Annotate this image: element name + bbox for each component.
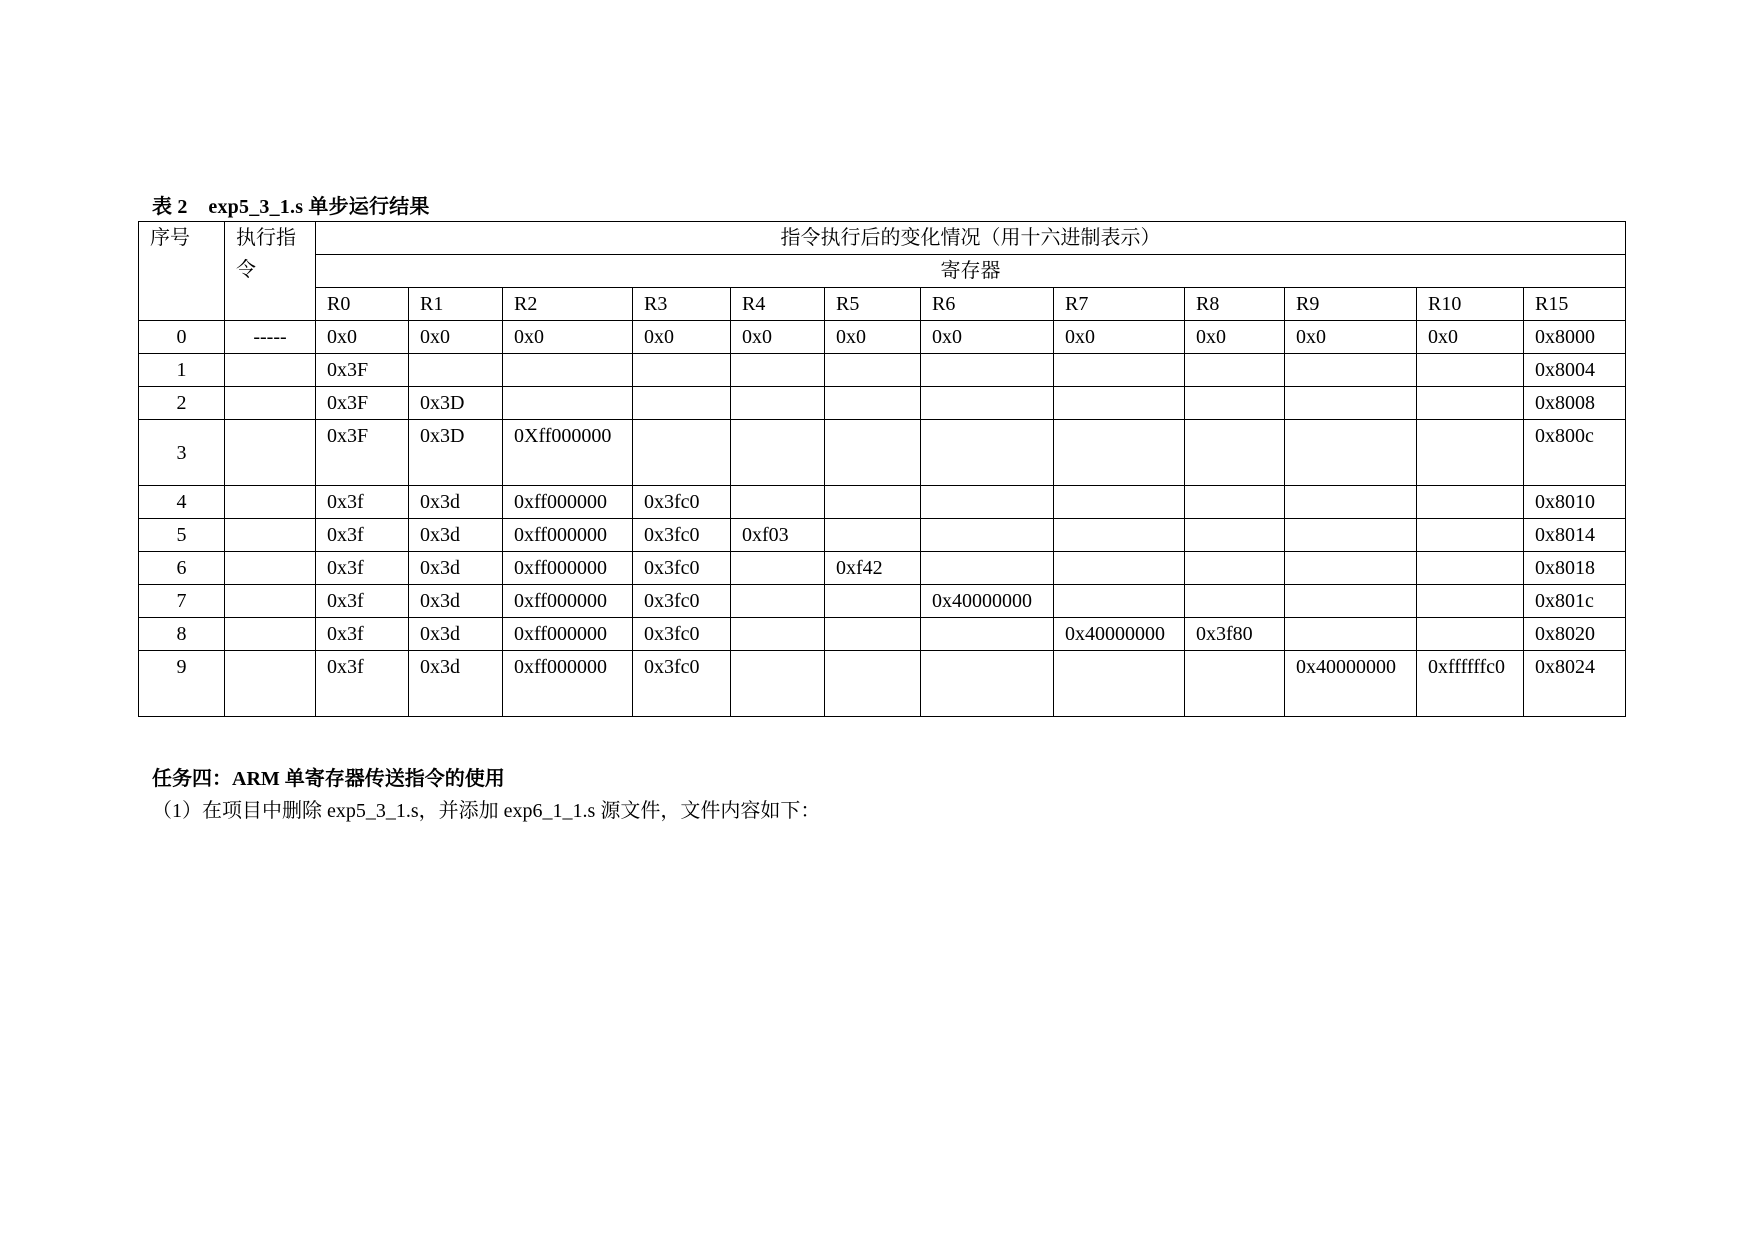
instr-cell [225,420,316,486]
register-value-r9 [1285,585,1417,618]
seq-cell: 2 [139,387,225,420]
register-value-r0: 0x3F [316,354,409,387]
register-value-r1: 0x0 [409,321,503,354]
step-text: （1）在项目中删除 exp5_3_1.s，并添加 exp6_1_1.s 源文件，文件内容如下： [152,800,821,822]
register-value-r15: 0x8008 [1524,387,1626,420]
register-value-r9 [1285,618,1417,651]
register-value-r8 [1185,651,1285,717]
register-value-r1: 0x3d [409,519,503,552]
register-value-r7 [1054,651,1185,717]
register-value-r0: 0x0 [316,321,409,354]
register-value-r0: 0x3f [316,585,409,618]
header-row-2 [139,255,1626,288]
register-value-r6: 0x0 [921,321,1054,354]
register-value-r8 [1185,519,1285,552]
register-value-r7 [1054,486,1185,519]
instr-cell [225,519,316,552]
register-value-r10: 0x0 [1417,321,1524,354]
register-value-r7 [1054,387,1185,420]
instr-cell [225,354,316,387]
register-value-r1: 0x3d [409,486,503,519]
register-value-r2: 0xff000000 [503,651,633,717]
table-row [139,387,1626,420]
register-value-r5 [825,354,921,387]
register-value-r5 [825,585,921,618]
register-value-r10 [1417,387,1524,420]
register-header-r10: R10 [1417,288,1524,321]
register-value-r5 [825,420,921,486]
table-row [139,552,1626,585]
seq-cell: 9 [139,651,225,717]
register-value-r10 [1417,354,1524,387]
register-header-r6: R6 [921,288,1054,321]
header-row-registers [139,288,1626,321]
register-value-r2: 0xff000000 [503,519,633,552]
register-value-r8 [1185,552,1285,585]
seq-cell: 7 [139,585,225,618]
register-value-r3 [633,354,731,387]
header-row-1 [139,222,1626,255]
register-value-r10 [1417,552,1524,585]
register-value-r3: 0x0 [633,321,731,354]
register-value-r0: 0x3F [316,420,409,486]
register-value-r8 [1185,486,1285,519]
register-value-r3: 0x3fc0 [633,618,731,651]
register-header-r8: R8 [1185,288,1285,321]
register-value-r1: 0x3d [409,585,503,618]
register-value-r9 [1285,519,1417,552]
register-value-r2 [503,354,633,387]
register-value-r1: 0x3D [409,387,503,420]
register-value-r7: 0x40000000 [1054,618,1185,651]
register-value-r9 [1285,552,1417,585]
register-value-r8 [1185,585,1285,618]
register-value-r2: 0xff000000 [503,486,633,519]
register-value-r1: 0x3d [409,651,503,717]
register-value-r0: 0x3f [316,552,409,585]
instr-cell [225,651,316,717]
register-value-r10 [1417,519,1524,552]
task-title: 任务四：ARM 单寄存器传送指令的使用 [152,768,505,790]
register-value-r2: 0xff000000 [503,552,633,585]
register-value-r3 [633,420,731,486]
register-value-r0: 0x3f [316,651,409,717]
register-value-r7 [1054,354,1185,387]
register-value-r3: 0x3fc0 [633,552,731,585]
table-row [139,321,1626,354]
seq-cell: 8 [139,618,225,651]
register-value-r4: 0xf03 [731,519,825,552]
register-value-r8 [1185,354,1285,387]
table-row [139,651,1626,717]
register-value-r5 [825,618,921,651]
table-row [139,486,1626,519]
register-value-r9: 0x0 [1285,321,1417,354]
register-header-r15: R15 [1524,288,1626,321]
register-value-r7 [1054,585,1185,618]
register-value-r0: 0x3f [316,519,409,552]
register-value-r9 [1285,420,1417,486]
register-header-r2: R2 [503,288,633,321]
register-value-r9 [1285,387,1417,420]
seq-cell: 3 [139,420,225,486]
table-row [139,585,1626,618]
register-value-r9 [1285,486,1417,519]
instr-cell [225,486,316,519]
header-change: 指令执行后的变化情况（用十六进制表示） [316,222,1626,255]
table-body [139,222,1626,717]
register-value-r2: 0xff000000 [503,585,633,618]
register-value-r10 [1417,618,1524,651]
instr-cell [225,618,316,651]
register-value-r2: 0Xff000000 [503,420,633,486]
register-value-r3 [633,387,731,420]
table-caption: 表 2 exp5_3_1.s 单步运行结果 [152,196,430,218]
register-value-r15: 0x8024 [1524,651,1626,717]
register-value-r4 [731,618,825,651]
register-value-r0: 0x3f [316,486,409,519]
register-value-r3: 0x3fc0 [633,651,731,717]
register-value-r9 [1285,354,1417,387]
instr-cell [225,552,316,585]
seq-cell: 5 [139,519,225,552]
table-row [139,354,1626,387]
header-instr: 执行指令 [225,222,316,321]
register-value-r4 [731,354,825,387]
register-value-r8 [1185,420,1285,486]
register-header-r5: R5 [825,288,921,321]
register-value-r7: 0x0 [1054,321,1185,354]
register-header-r4: R4 [731,288,825,321]
register-value-r9: 0x40000000 [1285,651,1417,717]
seq-cell: 0 [139,321,225,354]
instr-cell [225,387,316,420]
register-value-r7 [1054,519,1185,552]
register-header-r1: R1 [409,288,503,321]
table-row [139,519,1626,552]
register-value-r6 [921,519,1054,552]
register-value-r4: 0x0 [731,321,825,354]
seq-cell: 6 [139,552,225,585]
register-value-r6 [921,651,1054,717]
register-value-r10 [1417,486,1524,519]
register-table [138,221,1626,717]
register-value-r6 [921,618,1054,651]
register-header-r0: R0 [316,288,409,321]
register-value-r5 [825,519,921,552]
register-value-r3: 0x3fc0 [633,519,731,552]
register-value-r1: 0x3d [409,618,503,651]
register-header-r7: R7 [1054,288,1185,321]
register-value-r15: 0x8000 [1524,321,1626,354]
register-value-r10 [1417,585,1524,618]
register-value-r4 [731,552,825,585]
register-value-r10: 0xffffffc0 [1417,651,1524,717]
register-value-r6: 0x40000000 [921,585,1054,618]
register-value-r5 [825,387,921,420]
register-value-r2: 0x0 [503,321,633,354]
register-value-r8 [1185,387,1285,420]
register-value-r15: 0x8014 [1524,519,1626,552]
register-value-r4 [731,387,825,420]
register-value-r7 [1054,420,1185,486]
register-value-r5 [825,651,921,717]
table-row [139,420,1626,486]
register-value-r6 [921,354,1054,387]
register-value-r6 [921,420,1054,486]
register-value-r0: 0x3f [316,618,409,651]
register-value-r8: 0x0 [1185,321,1285,354]
register-value-r7 [1054,552,1185,585]
register-value-r2: 0xff000000 [503,618,633,651]
instr-cell [225,585,316,618]
register-value-r5 [825,486,921,519]
register-value-r3: 0x3fc0 [633,585,731,618]
register-value-r15: 0x801c [1524,585,1626,618]
header-seq: 序号 [139,222,225,321]
register-value-r0: 0x3F [316,387,409,420]
register-header-r9: R9 [1285,288,1417,321]
register-value-r4 [731,651,825,717]
register-value-r15: 0x8010 [1524,486,1626,519]
register-value-r10 [1417,420,1524,486]
register-value-r1: 0x3D [409,420,503,486]
register-value-r15: 0x8020 [1524,618,1626,651]
register-value-r4 [731,486,825,519]
register-value-r6 [921,486,1054,519]
register-header-r3: R3 [633,288,731,321]
header-registers: 寄存器 [316,255,1626,288]
register-value-r1 [409,354,503,387]
register-value-r8: 0x3f80 [1185,618,1285,651]
seq-cell: 4 [139,486,225,519]
register-value-r3: 0x3fc0 [633,486,731,519]
seq-cell: 1 [139,354,225,387]
register-value-r15: 0x8018 [1524,552,1626,585]
register-value-r6 [921,552,1054,585]
register-value-r15: 0x8004 [1524,354,1626,387]
table-row [139,618,1626,651]
register-value-r5: 0x0 [825,321,921,354]
register-value-r4 [731,420,825,486]
register-value-r4 [731,585,825,618]
register-value-r15: 0x800c [1524,420,1626,486]
register-value-r6 [921,387,1054,420]
register-value-r5: 0xf42 [825,552,921,585]
instr-cell: ----- [225,321,316,354]
register-value-r1: 0x3d [409,552,503,585]
register-value-r2 [503,387,633,420]
